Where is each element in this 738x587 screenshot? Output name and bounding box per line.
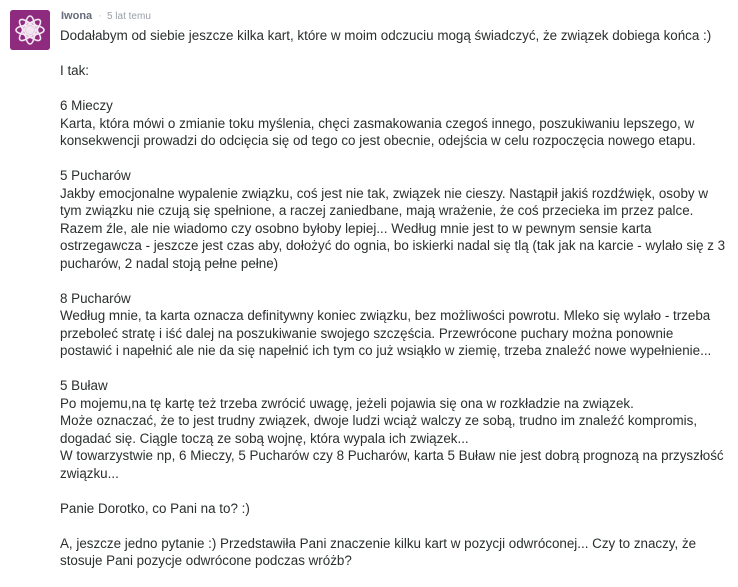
comment-paragraph: [60, 290, 732, 360]
timestamp-link[interactable]: 5 lat temu: [106, 11, 151, 22]
comment-text-line: 6 Mieczy: [60, 98, 113, 113]
comment-text-line: Karta, która mówi o zmianie toku myślenia, chęci zasmakowania czegoś innego, poszukiwaniu lepszego, w: [60, 115, 695, 131]
comment-body: [60, 27, 732, 587]
comment-text-line: Dodałabym od siebie jeszcze kilka kart, które w moim odczuciu mogą świadczyć, że związek dobiega końca :): [60, 28, 712, 43]
author-name[interactable]: Iwona: [61, 10, 93, 22]
meta-separator: ·: [98, 10, 102, 22]
comment-paragraph: [60, 62, 732, 80]
comment-text-line: ostrzegawcza - jeszcze jest czas aby, dołożyć do ognia, bo iskierki nadal się tlą (tak jak na karcie - wylało się z 3: [60, 238, 726, 253]
comment-text-line: przeboleć stratę i iść dalej na poszukiwanie swojego szczęścia. Przewrócone puchary można ponownie: [60, 325, 674, 341]
comment-text-line: stosuje Pani pozycje odwrócone podczas wróżb?: [60, 553, 352, 568]
comment-paragraph: [60, 500, 732, 518]
comment-text-line: Według mnie, ta karta oznacza definitywny koniec związku, bez możliwości powrotu. Mleko się wylało - trzeba: [60, 308, 711, 323]
comment-text-line: Razem źle, ale nie wiadomo czy osobno byłoby lepiej... Według mnie jest to w pewnym sensie karta: [60, 220, 652, 236]
comment-text-line: 5 Pucharów: [60, 168, 131, 183]
comment-text-line: Jakby emocjonalne wypalenie związku, coś jest nie tak, związek nie cieszy. Nastąpił jakiś rozdźwięk, osoby w: [60, 185, 708, 201]
comment-text-line: związku...: [60, 465, 119, 481]
comment-text-line: postawić i napełnić ale nie da się napełnić ich tym co już wsiąkło w ziemię, trzeba znaleźć nowe wypełnienie...: [60, 343, 712, 358]
comment-paragraph: [60, 535, 732, 570]
comment-paragraph: [60, 377, 732, 482]
comment-text-line: 8 Pucharów: [60, 290, 131, 306]
comment-text-line: Może oznaczać, że to jest trudny związek, dwoje ludzi wciąż walczy ze sobą, trudno im znaleźć kompromis,: [60, 413, 698, 428]
comment-paragraph: [60, 27, 732, 45]
avatar[interactable]: [10, 10, 50, 50]
comment-paragraph: [60, 97, 732, 150]
comment-meta: [61, 9, 151, 24]
comment-text-line: I tak:: [60, 63, 90, 78]
comment-text-line: dogadać się. Ciągle toczą ze sobą wojnę, która wypala ich związek...: [60, 430, 469, 446]
comment-text-line: W towarzystwie np, 6 Mieczy, 5 Pucharów czy 8 Pucharów, karta 5 Buław nie jest dobrą prognozą na przyszłość: [60, 448, 724, 463]
comment-text-line: Po mojemu,na tę kartę też trzeba zwrócić uwagę, jeżeli pojawia się ona w rozkładzie na związek.: [60, 395, 634, 411]
comment-text-line: tym związku nie czują się spełnione, a raczej zaniedbane, mają wrażenie, że coś przecieka im przez palce.: [60, 203, 694, 218]
comment-text-line: Panie Dorotko, co Pani na to? :): [60, 500, 250, 516]
comment-text-line: konsekwencji prowadzi do odcięcia się od tego co jest obecnie, odejścia w celu rozpoczęcia nowego etapu.: [60, 133, 696, 148]
comment-text-line: pucharów, 2 nadal stoją pełne pełne): [60, 255, 279, 271]
comment-text-line: A, jeszcze jedno pytanie :) Przedstawiła Pani znaczenie kilku kart w pozycji odwróconej... Czy to znaczy, że: [60, 535, 697, 551]
comment-paragraph: [60, 167, 732, 272]
comment-text-line: 5 Buław: [60, 378, 108, 393]
lotus-mandala-avatar-icon: [10, 10, 50, 50]
